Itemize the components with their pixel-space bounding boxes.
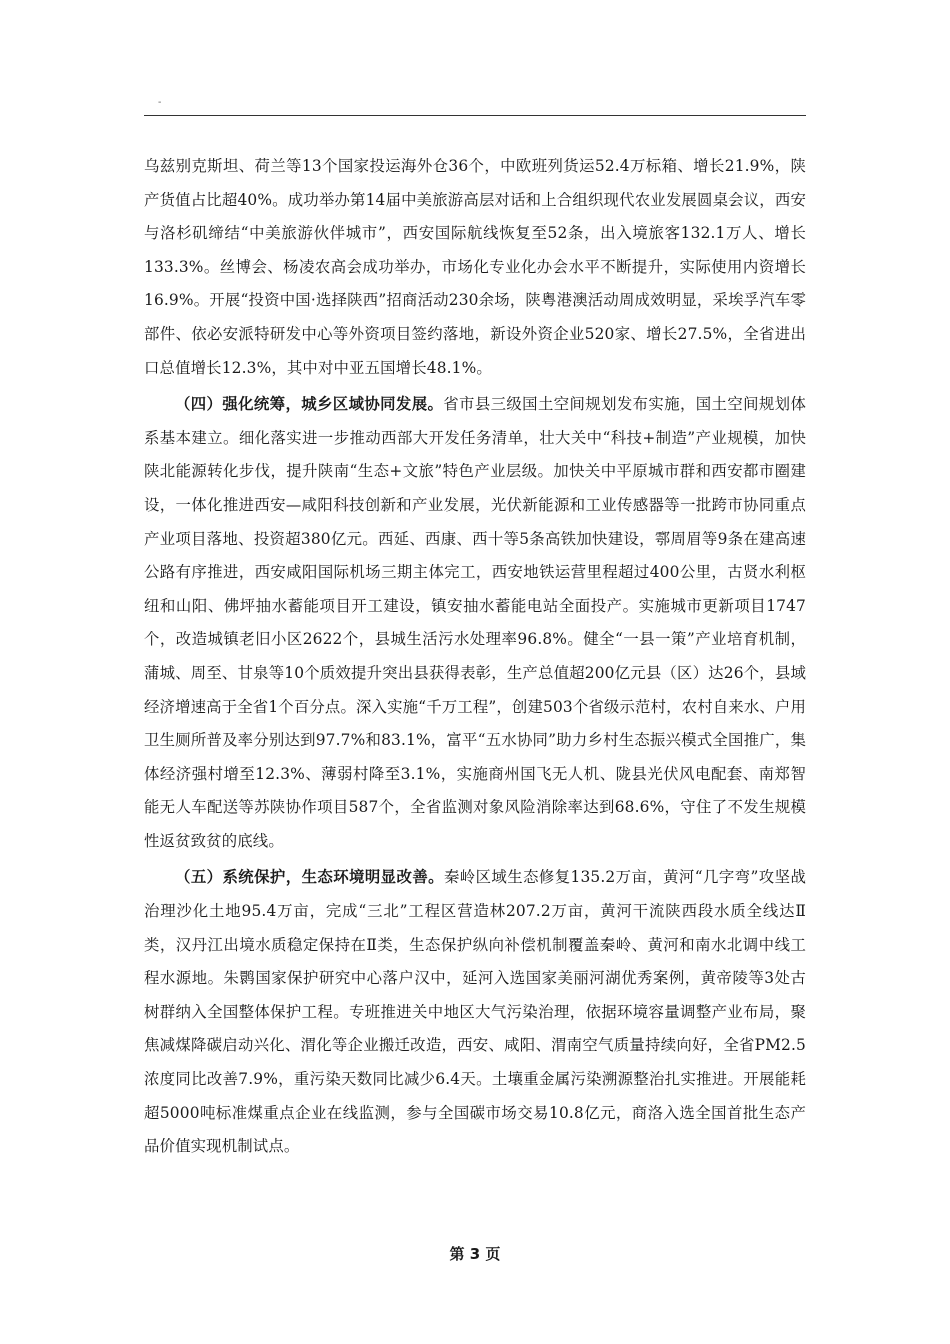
document-body	[144, 150, 806, 1164]
paragraph-text: 省市县三级国土空间规划发布实施，国土空间规划体系基本建立。细化落实进一步推动西部大开发任务清单，壮大关中“科技+制造”产业规模，加快陕北能源转化步伐，提升陕南“生态+文旅”特色产业层级。加快关中平原城市群和西安都市圈建设，一体化推进西安—咸阳科技创新和产业发展，光伏新能源和工业传感器等一批跨市协同重点产业项目落地、投资超380亿元。西延、西康、西十等5条高铁加快建设，鄠周眉等9条在建高速公路有序推进，西安咸阳国际机场三期主体完工，西安地铁运营里程超过400公里，古贤水利枢纽和山阳、佛坪抽水蓄能项目开工建设，镇安抽水蓄能电站全面投产。实施城市更新项目1747个，改造城镇老旧小区2622个，县城生活污水处理率96.8%。健全“一县一策”产业培育机制，蒲城、周至、甘泉等10个质效提升突出县获得表彰，生产总值超200亿元县（区）达26个，县域经济增速高于全省1个百分点。深入实施“千万工程”，创建503个省级示范村，农村自来水、户用卫生厕所普及率分别达到97.7%和83.1%，富平“五水协同”助力乡村生态振兴模式全国推广，集体经济强村增至12.3%、薄弱村降至3.1%，实施商州国飞无人机、陇县光伏风电配套、南郑智能无人车配送等苏陕协作项目587个，全省监测对象风险消除率达到68.6%，守住了不发生规模性返贫致贫的底线。	[144, 395, 806, 850]
paragraph-open-trade	[144, 150, 806, 385]
header-mark: -	[158, 97, 162, 108]
paragraph-text: 秦岭区域生态修复135.2万亩，黄河“几字弯”攻坚战治理沙化土地95.4万亩，完成“三北”工程区营造林207.2万亩，黄河干流陕西段水质全线达Ⅱ类，汉丹江出境水质稳定保持在Ⅱ类，生态保护纵向补偿机制覆盖秦岭、黄河和南水北调中线工程水源地。朱鹮国家保护研究中心落户汉中，延河入选国家美丽河湖优秀案例，黄帝陵等3处古树群纳入全国整体保护工程。专班推进关中地区大气污染治理，依据环境容量调整产业布局，聚焦减煤降碳启动兴化、渭化等企业搬迁改造，西安、咸阳、渭南空气质量持续向好，全省PM2.5浓度同比改善7.9%，重污染天数同比减少6.4天。土壤重金属污染溯源整治扎实推进。开展能耗超5000吨标准煤重点企业在线监测，参与全国碳市场交易10.8亿元，商洛入选全国首批生态产品价值实现机制试点。	[144, 868, 806, 1156]
section-heading-5: （五）系统保护，生态环境明显改善。	[175, 868, 444, 887]
paragraph-ecology	[144, 861, 806, 1163]
paragraph-text: 乌兹别克斯坦、荷兰等13个国家投运海外仓36个，中欧班列货运52.4万标箱、增长21.9%，陕产货值占比超40%。成功举办第14届中美旅游高层对话和上合组织现代农业发展圆桌会议，西安与洛杉矶缔结“中美旅游伙伴城市”，西安国际航线恢复至52条，出入境旅客132.1万人、增长133.3%。丝博会、杨凌农高会成功举办，市场化专业化办会水平不断提升，实际使用内资增长16.9%。开展“投资中国·选择陕西”招商活动230余场，陕粤港澳活动周成效明显，采埃孚汽车零部件、依必安派特研发中心等外资项目签约落地，新设外资企业520家、增长27.5%，全省进出口总值增长12.3%，其中对中亚五国增长48.1%。	[144, 157, 806, 377]
header-rule	[144, 115, 806, 116]
paragraph-urban-rural	[144, 388, 806, 858]
section-heading-4: （四）强化统筹，城乡区域协同发展。	[175, 395, 444, 414]
page-number: 第 3 页	[449, 1245, 501, 1263]
